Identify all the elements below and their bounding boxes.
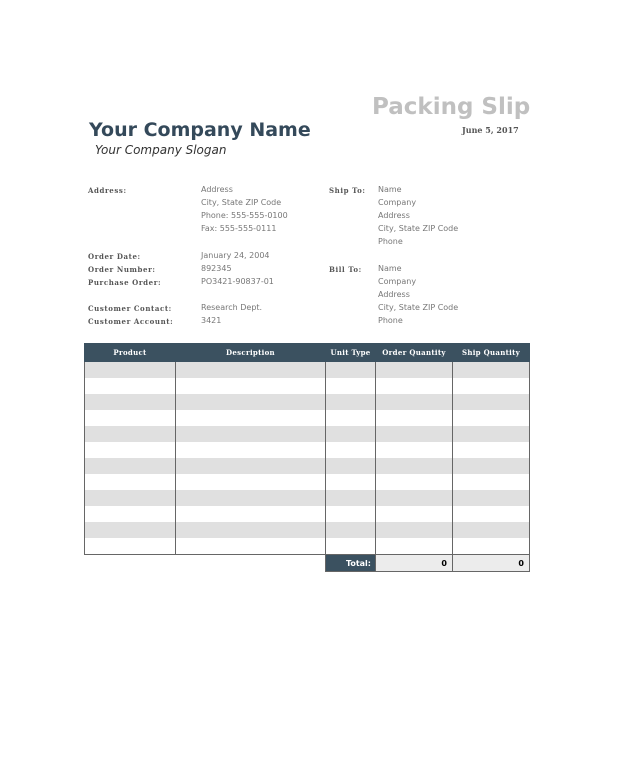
total-ship-quantity: 0 — [453, 555, 530, 572]
table-cell[interactable] — [453, 474, 530, 490]
table-cell[interactable] — [176, 362, 326, 379]
table-cell[interactable] — [326, 506, 376, 522]
col-product: Product — [85, 344, 176, 362]
table-cell[interactable] — [326, 458, 376, 474]
table-cell[interactable] — [85, 394, 176, 410]
address-line: Address — [201, 185, 233, 194]
table-cell[interactable] — [326, 442, 376, 458]
table-row — [85, 426, 530, 442]
table-cell[interactable] — [453, 410, 530, 426]
table-row — [85, 490, 530, 506]
table-cell[interactable] — [326, 426, 376, 442]
table-cell[interactable] — [326, 490, 376, 506]
table-cell[interactable] — [176, 426, 326, 442]
table-cell[interactable] — [376, 378, 453, 394]
col-description: Description — [176, 344, 326, 362]
table-row — [85, 538, 530, 555]
ship-to-line: Phone — [378, 237, 403, 246]
table-cell[interactable] — [85, 474, 176, 490]
table-row — [85, 474, 530, 490]
bill-to-line: City, State ZIP Code — [378, 303, 459, 312]
table-cell[interactable] — [376, 426, 453, 442]
bill-to-block — [378, 262, 458, 327]
table-cell[interactable] — [376, 538, 453, 555]
table-cell[interactable] — [376, 506, 453, 522]
table-cell[interactable] — [326, 410, 376, 426]
table-cell[interactable] — [85, 538, 176, 555]
table-cell[interactable] — [376, 490, 453, 506]
table-cell[interactable] — [85, 410, 176, 426]
table-cell[interactable] — [326, 378, 376, 394]
table-cell[interactable] — [85, 442, 176, 458]
table-cell[interactable] — [326, 522, 376, 538]
purchase-order: PO3421-90837-01 — [201, 277, 274, 286]
table-cell[interactable] — [376, 474, 453, 490]
table-cell[interactable] — [453, 378, 530, 394]
table-cell[interactable] — [176, 410, 326, 426]
table-cell[interactable] — [176, 458, 326, 474]
address-line: Phone: 555-555-0100 — [201, 211, 288, 220]
bill-to-line: Address — [378, 290, 410, 299]
table-cell[interactable] — [376, 362, 453, 379]
ship-to-line: Name — [378, 185, 402, 194]
table-cell[interactable] — [176, 378, 326, 394]
bill-to-line: Company — [378, 277, 417, 286]
bill-to-line: Phone — [378, 316, 403, 325]
table-row — [85, 394, 530, 410]
table-cell[interactable] — [376, 410, 453, 426]
table-cell[interactable] — [85, 506, 176, 522]
document-title: Packing Slip — [372, 94, 531, 120]
order-number: 892345 — [201, 264, 232, 273]
document-date: June 5, 2017 — [462, 125, 519, 135]
ship-to-line: City, State ZIP Code — [378, 224, 459, 233]
table-row — [85, 522, 530, 538]
ship-to-label: Ship To: — [329, 186, 366, 195]
customer-contact: Research Dept. — [201, 303, 263, 312]
ship-to-line: Address — [378, 211, 410, 220]
table-cell[interactable] — [453, 394, 530, 410]
address-block — [201, 183, 288, 235]
table-cell[interactable] — [453, 538, 530, 555]
table-cell[interactable] — [453, 426, 530, 442]
items-table — [84, 343, 530, 572]
table-cell[interactable] — [176, 490, 326, 506]
table-cell[interactable] — [376, 458, 453, 474]
customer-contact-label: Customer Contact: — [88, 304, 172, 313]
table-cell[interactable] — [85, 458, 176, 474]
table-cell[interactable] — [453, 458, 530, 474]
table-row — [85, 378, 530, 394]
order-date-label: Order Date: — [88, 252, 141, 261]
ship-to-block — [378, 183, 458, 248]
address-label: Address: — [88, 186, 127, 195]
table-cell[interactable] — [85, 362, 176, 379]
table-cell[interactable] — [453, 522, 530, 538]
table-cell[interactable] — [376, 442, 453, 458]
address-line: Fax: 555-555-0111 — [201, 224, 277, 233]
table-cell[interactable] — [85, 490, 176, 506]
total-order-quantity: 0 — [376, 555, 453, 572]
table-cell[interactable] — [85, 378, 176, 394]
table-cell[interactable] — [176, 474, 326, 490]
purchase-order-label: Purchase Order: — [88, 278, 162, 287]
table-cell[interactable] — [326, 394, 376, 410]
table-cell[interactable] — [453, 490, 530, 506]
customer-account: 3421 — [201, 316, 222, 325]
ship-to-line: Company — [378, 198, 417, 207]
col-order-quantity: Order Quantity — [376, 344, 453, 362]
table-cell[interactable] — [176, 538, 326, 555]
table-cell[interactable] — [85, 426, 176, 442]
table-cell[interactable] — [326, 362, 376, 379]
order-date: January 24, 2004 — [201, 251, 270, 260]
table-cell[interactable] — [176, 442, 326, 458]
table-cell[interactable] — [326, 538, 376, 555]
col-unit-type: Unit Type — [326, 344, 376, 362]
table-row — [85, 362, 530, 379]
total-label: Total: — [326, 555, 376, 572]
table-row — [85, 506, 530, 522]
table-row — [85, 410, 530, 426]
table-cell[interactable] — [376, 394, 453, 410]
table-row — [85, 458, 530, 474]
table-cell[interactable] — [176, 394, 326, 410]
table-cell[interactable] — [453, 442, 530, 458]
address-line: City, State ZIP Code — [201, 198, 282, 207]
bill-to-label: Bill To: — [329, 265, 362, 274]
table-cell[interactable] — [453, 362, 530, 379]
bill-to-line: Name — [378, 264, 402, 273]
table-cell[interactable] — [453, 506, 530, 522]
table-cell[interactable] — [176, 522, 326, 538]
company-slogan: Your Company Slogan — [95, 143, 227, 157]
col-ship-quantity: Ship Quantity — [453, 344, 530, 362]
company-name: Your Company Name — [89, 119, 311, 141]
table-cell[interactable] — [376, 522, 453, 538]
table-cell[interactable] — [176, 506, 326, 522]
order-number-label: Order Number: — [88, 265, 156, 274]
table-row — [85, 442, 530, 458]
table-cell[interactable] — [85, 522, 176, 538]
customer-account-label: Customer Account: — [88, 317, 174, 326]
table-cell[interactable] — [326, 474, 376, 490]
